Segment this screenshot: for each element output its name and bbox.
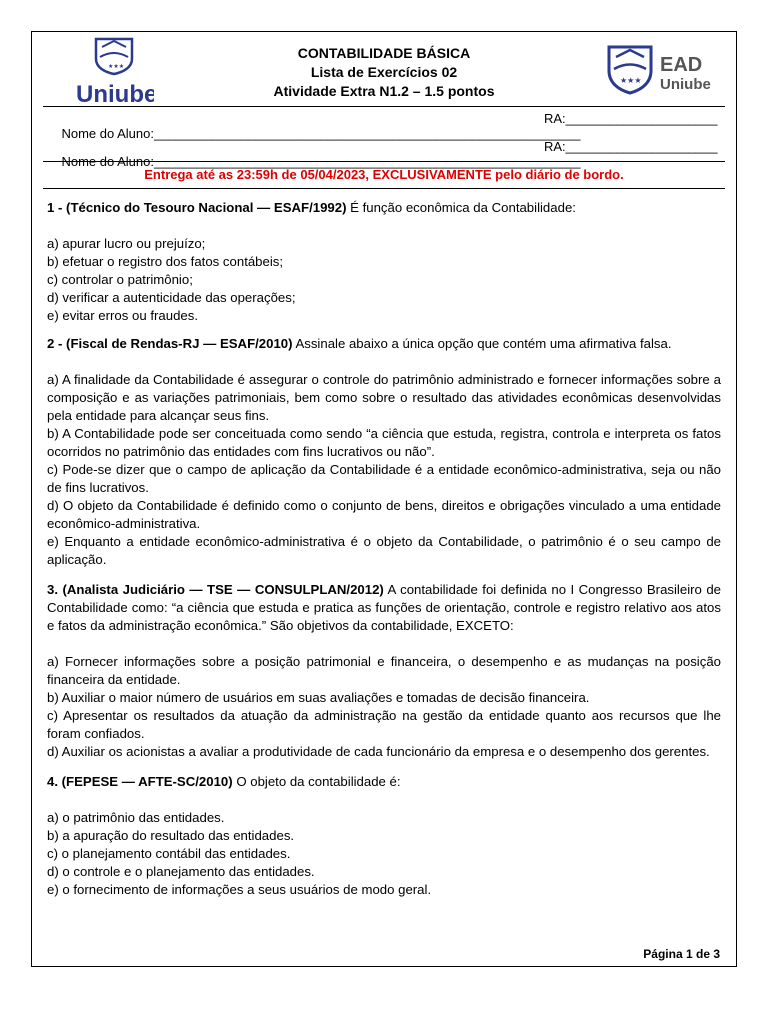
svg-text:★★★: ★★★ (108, 64, 125, 70)
questions-content (47, 199, 721, 899)
activity-title: Atividade Extra N1.2 – 1.5 pontos (273, 83, 495, 99)
option-b: b) Auxiliar o maior número de usuários em suas avaliações e tomadas de decisão financeira. (47, 690, 590, 705)
question-source: 4. (FEPESE — AFTE-SC/2010) (47, 774, 233, 789)
header (32, 32, 736, 104)
question-2 (47, 335, 721, 353)
student-divider (43, 161, 725, 162)
uniube-small-text: Uniube (660, 76, 711, 93)
question-source: 2 - (Fiscal de Rendas-RJ — ESAF/2010) (47, 336, 293, 351)
option-d: d) verificar a autenticidade das operações; (47, 290, 296, 305)
student-name-field[interactable]: Nome do Aluno:___________________________________________________________ (61, 154, 581, 169)
ead-text: EAD (660, 54, 703, 76)
option-a: a) apurar lucro ou prejuízo; (47, 236, 206, 251)
option-b: b) efetuar o registro dos fatos contábeis; (47, 254, 284, 269)
option-a: a) Fornecer informações sobre a posição patrimonial e financeira, o desempenho e as mudanças na posição financeira da entidade. (47, 654, 721, 687)
ead-uniube-logo (607, 45, 717, 101)
option-e: e) Enquanto a entidade econômico-administrativa é o objeto da Contabilidade, o patrimônio é o seu campo de aplicação. (47, 534, 721, 567)
option-d: d) o controle e o planejamento das entidades. (47, 864, 315, 879)
question-1 (47, 199, 721, 217)
option-c: c) o planejamento contábil das entidades. (47, 846, 291, 861)
question-4 (47, 773, 721, 791)
question-source: 1 - (Técnico do Tesouro Nacional — ESAF/1992) (47, 200, 347, 215)
student-ra-field[interactable]: RA:_____________________ (544, 111, 718, 126)
deadline-divider (43, 188, 725, 189)
course-title: CONTABILIDADE BÁSICA (297, 45, 471, 61)
header-divider (43, 106, 725, 107)
question-source: 3. (Analista Judiciário — TSE — CONSULPLAN/2012) (47, 582, 384, 597)
uniube-logo (74, 37, 154, 105)
exercise-list-title: Lista de Exercícios 02 (310, 64, 458, 80)
student-name-field[interactable]: Nome do Aluno:___________________________________________________________ (61, 126, 581, 141)
svg-text:★★★: ★★★ (620, 76, 642, 85)
student-ra-field[interactable]: RA:_____________________ (544, 139, 718, 154)
option-b: b) A Contabilidade pode ser conceituada como sendo “a ciência que estuda, registra, controla e interpreta os fatos ocorridos no patrimônio das entidades com fins lucrativos ou não”. (47, 426, 721, 459)
option-e: e) evitar erros ou fraudes. (47, 308, 198, 323)
option-c: c) Pode-se dizer que o campo de aplicação da Contabilidade é a entidade econômico-administrativa, seja ou não de fins lucrativos. (47, 462, 721, 495)
option-c: c) controlar o patrimônio; (47, 272, 193, 287)
title-block (232, 44, 536, 101)
option-d: d) Auxiliar os acionistas a avaliar a produtividade de cada funcionário da empresa e o desempenho dos gerentes. (47, 744, 710, 759)
deadline-notice: Entrega até as 23:59h de 05/04/2023, EXCLUSIVAMENTE pelo diário de bordo. (144, 167, 624, 182)
option-e: e) o fornecimento de informações a seus usuários de modo geral. (47, 882, 432, 897)
option-a: a) A finalidade da Contabilidade é assegurar o controle do patrimônio administrado e fornecer informações sobre a composição e as variações patrimoniais, bem como sobre o resultado das atividades econômicas desenvolvidas pela entidade para alcançar seus fins. (47, 372, 721, 423)
question-text: É função econômica da Contabilidade: (346, 200, 576, 215)
question-text: Assinale abaixo a única opção que contém uma afirmativa falsa. (292, 336, 672, 351)
uniube-logo-text: Uniube (76, 81, 154, 105)
option-c: c) Apresentar os resultados da atuação da administração na gestão da entidade quanto aos recursos que lhe foram confiados. (47, 708, 721, 741)
option-b: b) a apuração do resultado das entidades. (47, 828, 295, 843)
question-text: O objeto da contabilidade é: (232, 774, 401, 789)
question-text: A contabilidade foi definida no I Congresso Brasileiro de Contabilidade como: “a ciência que estuda e pratica as funções de orientação, controle e registro relativo aos atos e fatos da administração econômica.” São objetivos da contabilidade, EXCETO: (47, 582, 721, 633)
option-a: a) o patrimônio das entidades. (47, 810, 225, 825)
exam-page (31, 31, 737, 967)
option-d: d) O objeto da Contabilidade é definido como o conjunto de bens, direitos e obrigações vinculado a uma entidade econômico-administrativa. (47, 498, 721, 531)
page-number: Página 1 de 3 (643, 947, 720, 961)
question-3 (47, 581, 721, 635)
